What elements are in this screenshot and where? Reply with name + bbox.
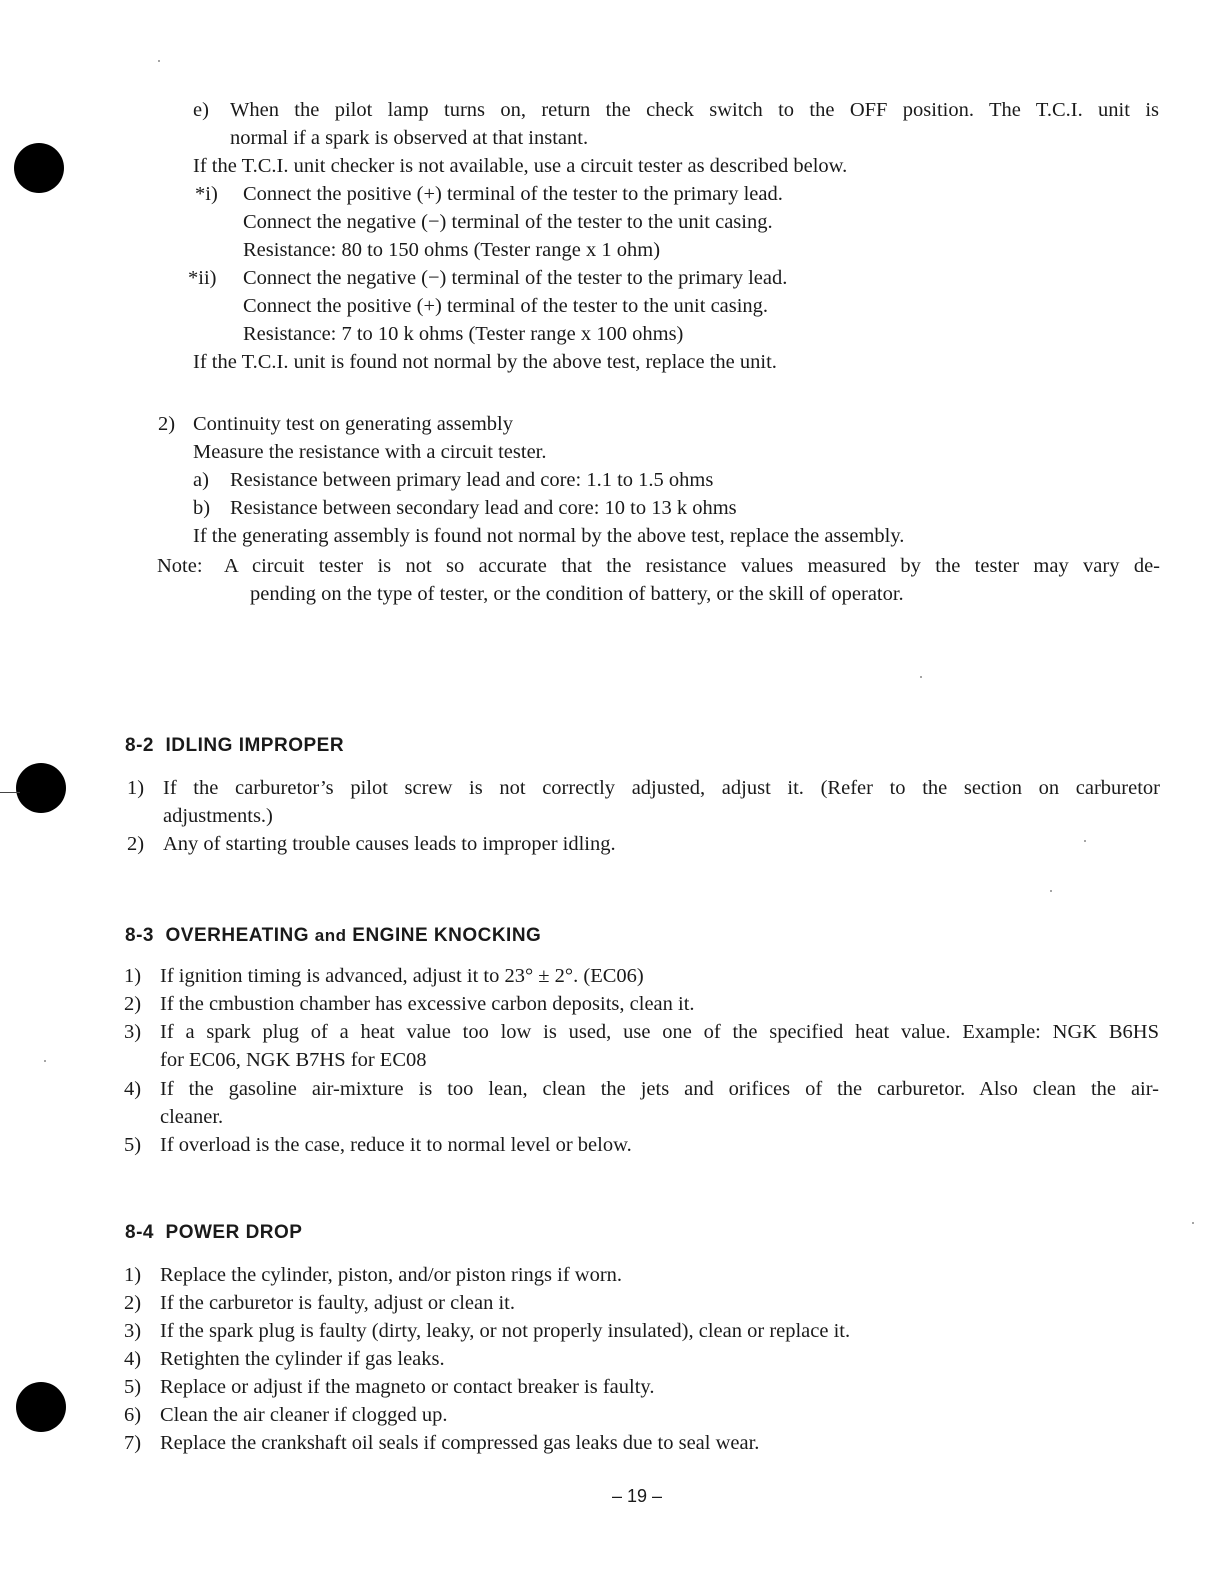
continuity-measure: Measure the resistance with a circuit tester. [193, 441, 547, 463]
continuity-a-text: Resistance between primary lead and core: 1.1 to 1.5 ohms [230, 469, 714, 491]
scan-speck [1050, 890, 1052, 892]
tester-intro: If the T.C.I. unit checker is not available, use a circuit tester as described below. [193, 155, 848, 177]
hole-mark [0, 792, 20, 793]
section-8-2-title: IDLING IMPROPER [165, 735, 345, 756]
s84-item-1-line1: Replace the cylinder, piston, and/or piston rings if worn. [160, 1264, 623, 1286]
section-8-2-number: 8-2 [125, 735, 154, 756]
s84-item-7-label: 7) [124, 1432, 142, 1454]
step-ii-label: *ii) [188, 267, 217, 289]
continuity-title: Continuity test on generating assembly [193, 413, 513, 435]
continuity-replace: If the generating assembly is found not normal by the above test, replace the assembly. [193, 525, 905, 547]
s83-item-1-label: 1) [124, 965, 142, 987]
section-8-2-heading [125, 735, 344, 757]
s83-item-3-line1: If a spark plug of a heat value too low is used, use one of the specified heat value. Example: NGK B6HS [160, 1021, 1159, 1043]
continuity-a-label: a) [193, 469, 209, 491]
step-i-resistance: Resistance: 80 to 150 ohms (Tester range x 1 ohm) [243, 239, 661, 261]
s83-item-4-line2: cleaner. [160, 1106, 224, 1128]
section-8-3-title-and: and [314, 926, 347, 945]
continuity-b-label: b) [193, 497, 211, 519]
binder-hole-top [14, 143, 64, 193]
item-e-line1: When the pilot lamp turns on, return the check switch to the OFF position. The T.C.I. unit is [230, 99, 1159, 121]
s83-item-3-label: 3) [124, 1021, 142, 1043]
scan-speck [1192, 1222, 1194, 1224]
replace-unit-text: If the T.C.I. unit is found not normal by the above test, replace the unit. [193, 351, 777, 373]
s83-item-4-label: 4) [124, 1078, 142, 1100]
note-line2: pending on the type of tester, or the condition of battery, or the skill of operator. [250, 583, 904, 605]
note-line1: A circuit tester is not so accurate that the resistance values measured by the tester may vary de- [224, 555, 1160, 577]
s84-item-4-label: 4) [124, 1348, 142, 1370]
scan-speck [920, 676, 922, 678]
s84-item-5-label: 5) [124, 1376, 142, 1398]
s84-item-2-label: 2) [124, 1292, 142, 1314]
item-e-line2: normal if a spark is observed at that instant. [230, 127, 589, 149]
s83-item-2-line1: If the cmbustion chamber has excessive carbon deposits, clean it. [160, 993, 695, 1015]
note-label: Note: [157, 555, 203, 577]
scan-speck [44, 1060, 46, 1062]
s84-item-6-label: 6) [124, 1404, 142, 1426]
binder-hole-middle [16, 763, 66, 813]
s83-item-5-label: 5) [124, 1134, 142, 1156]
s84-item-5-line1: Replace or adjust if the magneto or contact breaker is faulty. [160, 1376, 655, 1398]
s84-item-3-label: 3) [124, 1320, 142, 1342]
s84-item-2-line1: If the carburetor is faulty, adjust or clean it. [160, 1292, 516, 1314]
s83-item-1-line1: If ignition timing is advanced, adjust it to 23° ± 2°. (EC06) [160, 965, 644, 987]
s84-item-4-line1: Retighten the cylinder if gas leaks. [160, 1348, 445, 1370]
s82-item-1-line2: adjustments.) [163, 805, 273, 827]
step-i-line2: Connect the negative (−) terminal of the tester to the unit casing. [243, 211, 773, 233]
step-i-label: *i) [195, 183, 218, 205]
section-8-3-heading [125, 925, 541, 947]
section-8-4-number: 8-4 [125, 1222, 154, 1243]
s84-item-7-line1: Replace the crankshaft oil seals if compressed gas leaks due to seal wear. [160, 1432, 760, 1454]
scan-speck [158, 60, 160, 62]
item-e-label: e) [193, 99, 209, 121]
binder-hole-bottom [16, 1382, 66, 1432]
step-i-line1: Connect the positive (+) terminal of the tester to the primary lead. [243, 183, 783, 205]
s82-item-2-label: 2) [127, 833, 145, 855]
section-8-4-title: POWER DROP [165, 1222, 303, 1243]
section-8-3-title-a: OVERHEATING [165, 925, 309, 946]
section-8-4-heading [125, 1222, 302, 1244]
s82-item-2-line1: Any of starting trouble causes leads to improper idling. [163, 833, 616, 855]
step-ii-resistance: Resistance: 7 to 10 k ohms (Tester range x 100 ohms) [243, 323, 684, 345]
section-8-3-number: 8-3 [125, 925, 154, 946]
section-8-3-title-b: ENGINE KNOCKING [352, 925, 542, 946]
s83-item-5-line1: If overload is the case, reduce it to normal level or below. [160, 1134, 632, 1156]
continuity-label: 2) [158, 413, 176, 435]
s83-item-2-label: 2) [124, 993, 142, 1015]
s84-item-3-line1: If the spark plug is faulty (dirty, leaky, or not properly insulated), clean or replace it. [160, 1320, 851, 1342]
s83-item-3-line2: for EC06, NGK B7HS for EC08 [160, 1049, 427, 1071]
s82-item-1-label: 1) [127, 777, 145, 799]
s84-item-6-line1: Clean the air cleaner if clogged up. [160, 1404, 448, 1426]
step-ii-line1: Connect the negative (−) terminal of the tester to the primary lead. [243, 267, 788, 289]
s83-item-4-line1: If the gasoline air-mixture is too lean, clean the jets and orifices of the carburetor. Also clean the air- [160, 1078, 1159, 1100]
step-ii-line2: Connect the positive (+) terminal of the tester to the unit casing. [243, 295, 769, 317]
s82-item-1-line1: If the carburetor’s pilot screw is not correctly adjusted, adjust it. (Refer to the section on carburetor [163, 777, 1160, 799]
scan-speck [1084, 840, 1086, 842]
s84-item-1-label: 1) [124, 1264, 142, 1286]
page-number: – 19 – [612, 1486, 663, 1506]
continuity-b-text: Resistance between secondary lead and core: 10 to 13 k ohms [230, 497, 737, 519]
